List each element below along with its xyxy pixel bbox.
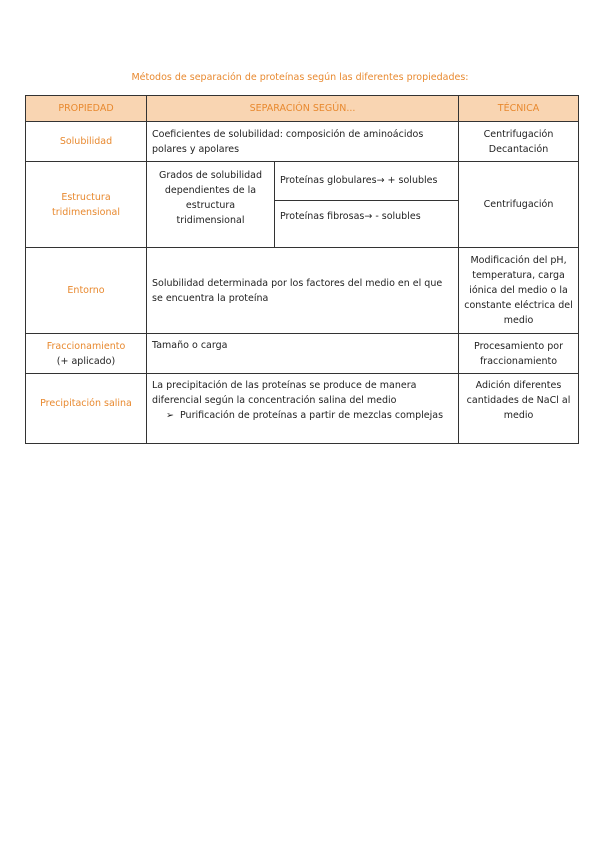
- sep-globulares: Proteínas globulares→ + solubles: [275, 168, 458, 201]
- tec-centrifugacion: Centrifugación: [483, 128, 554, 140]
- cell-sep-estructura-right: [275, 162, 459, 248]
- sep-fibrosas: Proteínas fibrosas→ - solubles: [280, 210, 421, 222]
- tec-decantacion: Decantación: [488, 143, 549, 155]
- cell-tec-solubilidad: [459, 122, 579, 162]
- sep-precipitacion-text: La precipitación de las proteínas se produce de manera diferencial según la concentración salina del medio: [152, 380, 417, 406]
- arrow-bullet-icon: ➢: [166, 410, 174, 421]
- cell-sep-precipitacion: [147, 374, 459, 444]
- cell-tec-estructura: Centrifugación: [459, 162, 579, 248]
- cell-sep-solubilidad: Coeficientes de solubilidad: composición de aminoácidos polares y apolares: [147, 122, 459, 162]
- header-propiedad: PROPIEDAD: [26, 96, 147, 122]
- header-separacion: SEPARACIÓN SEGÚN...: [147, 96, 459, 122]
- prop-fraccionamiento-label: Fraccionamiento: [46, 340, 126, 352]
- page-title: Métodos de separación de proteínas según las diferentes propiedades:: [131, 72, 469, 83]
- cell-sep-estructura-left: Grados de solubilidad dependientes de la estructura tridimensional: [147, 162, 275, 248]
- cell-tec-entorno: Modificación del pH, temperatura, carga iónica del medio o la constante eléctrica del medio: [459, 248, 579, 334]
- cell-tec-precipitacion: Adición diferentes cantidades de NaCl al medio: [459, 374, 579, 444]
- table-row-entorno: [26, 248, 579, 334]
- cell-prop-solubilidad: Solubilidad: [26, 122, 147, 162]
- cell-prop-entorno: Entorno: [26, 248, 147, 334]
- cell-prop-estructura: Estructura tridimensional: [26, 162, 147, 248]
- prop-fraccionamiento-sub: (+ aplicado): [56, 355, 116, 367]
- cell-sep-fraccionamiento: Tamaño o carga: [147, 334, 459, 374]
- cell-prop-fraccionamiento: [26, 334, 147, 374]
- cell-sep-entorno: Solubilidad determinada por los factores del medio en el que se encuentra la proteína: [147, 248, 459, 334]
- header-tecnica: TÉCNICA: [459, 96, 579, 122]
- bullet-text: Purificación de proteínas a partir de mezclas complejas: [180, 410, 444, 421]
- table-header-row: [26, 96, 579, 122]
- cell-tec-fraccionamiento: Procesamiento por fraccionamiento: [459, 334, 579, 374]
- separation-methods-table: [25, 95, 579, 444]
- table-row-precipitacion: [26, 374, 579, 444]
- sep-precipitacion-bullet: [160, 408, 453, 423]
- cell-prop-precipitacion: Precipitación salina: [26, 374, 147, 444]
- table-row-estructura: [26, 162, 579, 248]
- table-row-fraccionamiento: [26, 334, 579, 374]
- table-row-solubilidad: [26, 122, 579, 162]
